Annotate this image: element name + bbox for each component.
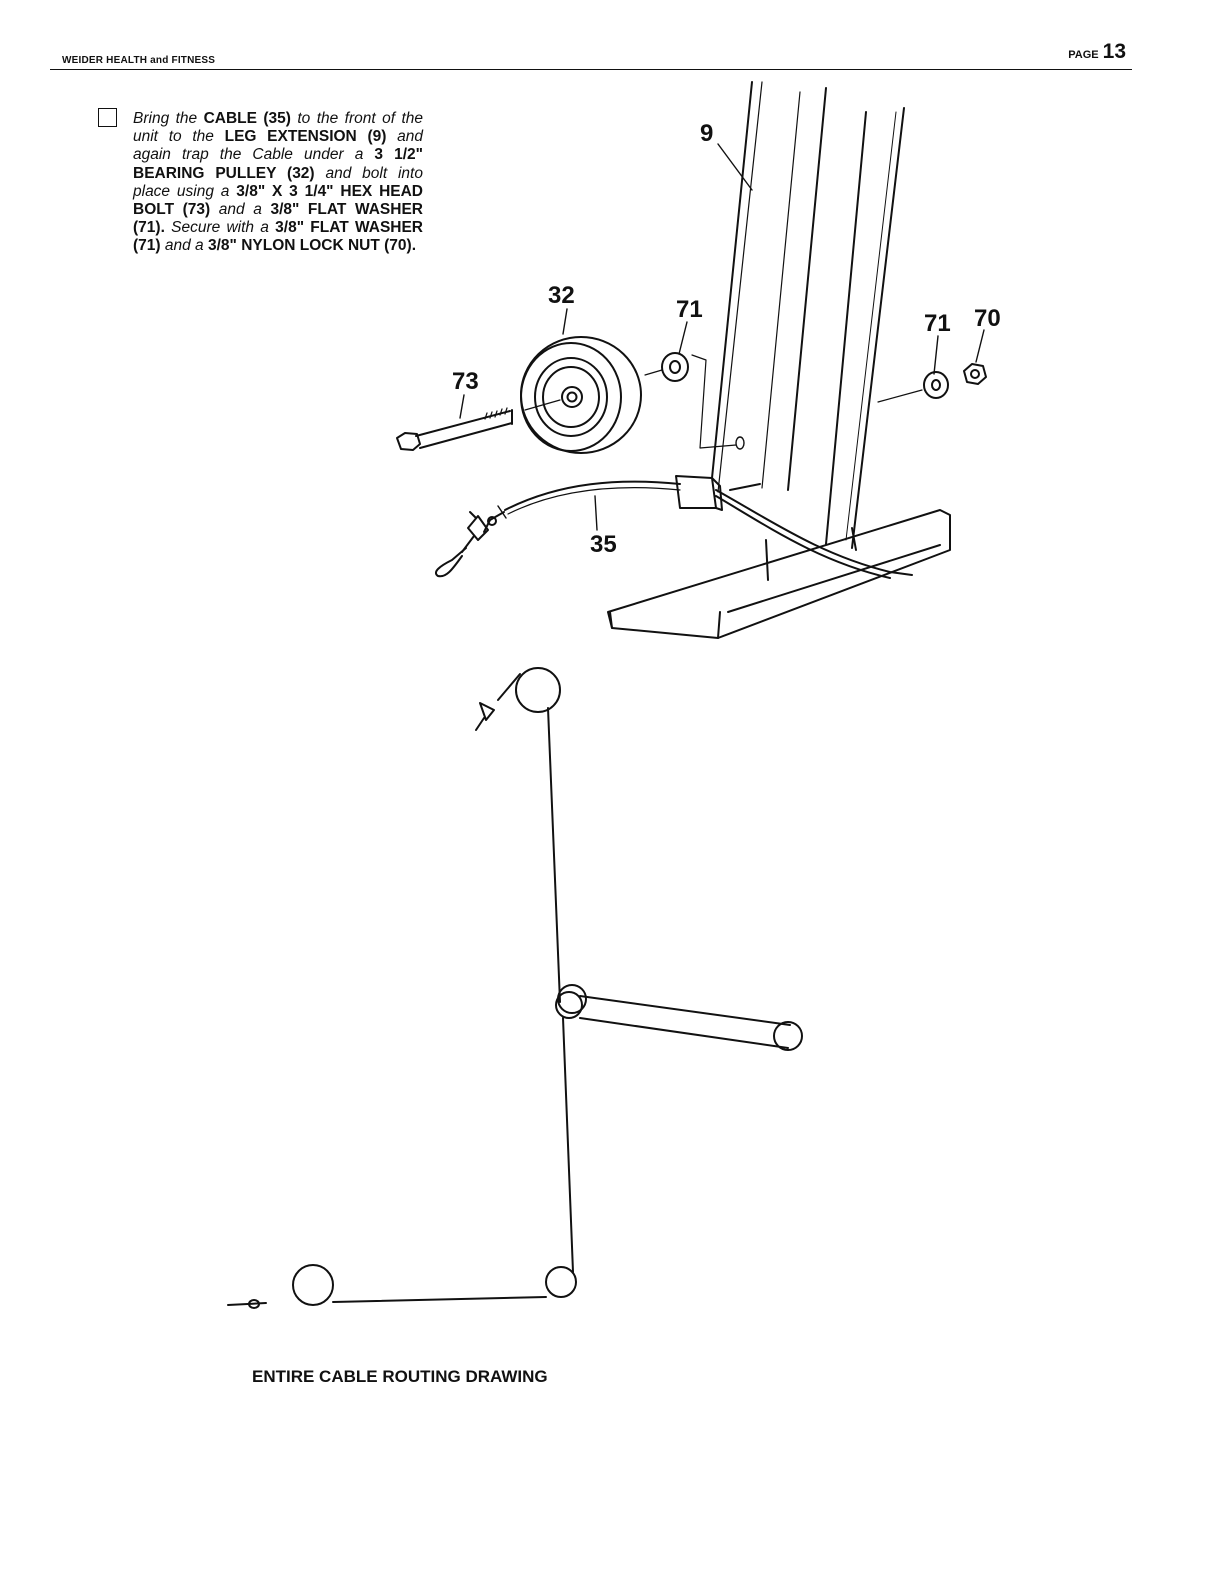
label-back-washer: 71: [924, 310, 951, 337]
bearing-pulley: [521, 337, 641, 453]
label-lock-nut: 70: [974, 305, 1001, 332]
front-washer: [645, 353, 744, 449]
label-front-washer: 71: [676, 296, 703, 323]
page-number: 13: [1102, 40, 1126, 63]
label-pulley: 32: [548, 282, 575, 309]
base-foot: [608, 484, 950, 638]
back-washer-and-nut: [878, 364, 986, 402]
step-instructions: Bring the CABLE (35) to the front of the unit to the LEG EXTENSION (9) and again trap the Cable under a 3 1/2" BEARING PULLEY (32) and bolt into place using a 3/8" X 3 1/4" HEX HEAD BOLT (73) and a 3/8" FLAT WASHER (71). Secure with a 3/8" FLAT WASHER (71) and a 3/8" NYLON LOCK NUT (70).: [133, 110, 424, 255]
running-header: WEIDER HEALTH and FITNESS: [62, 55, 216, 66]
cable-routing-diagram: [228, 668, 802, 1308]
hex-head-bolt: [397, 400, 560, 450]
label-bolt: 73: [452, 368, 479, 395]
label-cable: 35: [590, 531, 617, 558]
leg-extension-frame: [712, 82, 904, 548]
page-label: PAGE: [1068, 49, 1099, 61]
leader-lines: [460, 144, 984, 530]
routing-caption: ENTIRE CABLE ROUTING DRAWING: [252, 1367, 548, 1386]
cable: [436, 476, 912, 578]
label-leg-extension: 9: [700, 120, 714, 147]
